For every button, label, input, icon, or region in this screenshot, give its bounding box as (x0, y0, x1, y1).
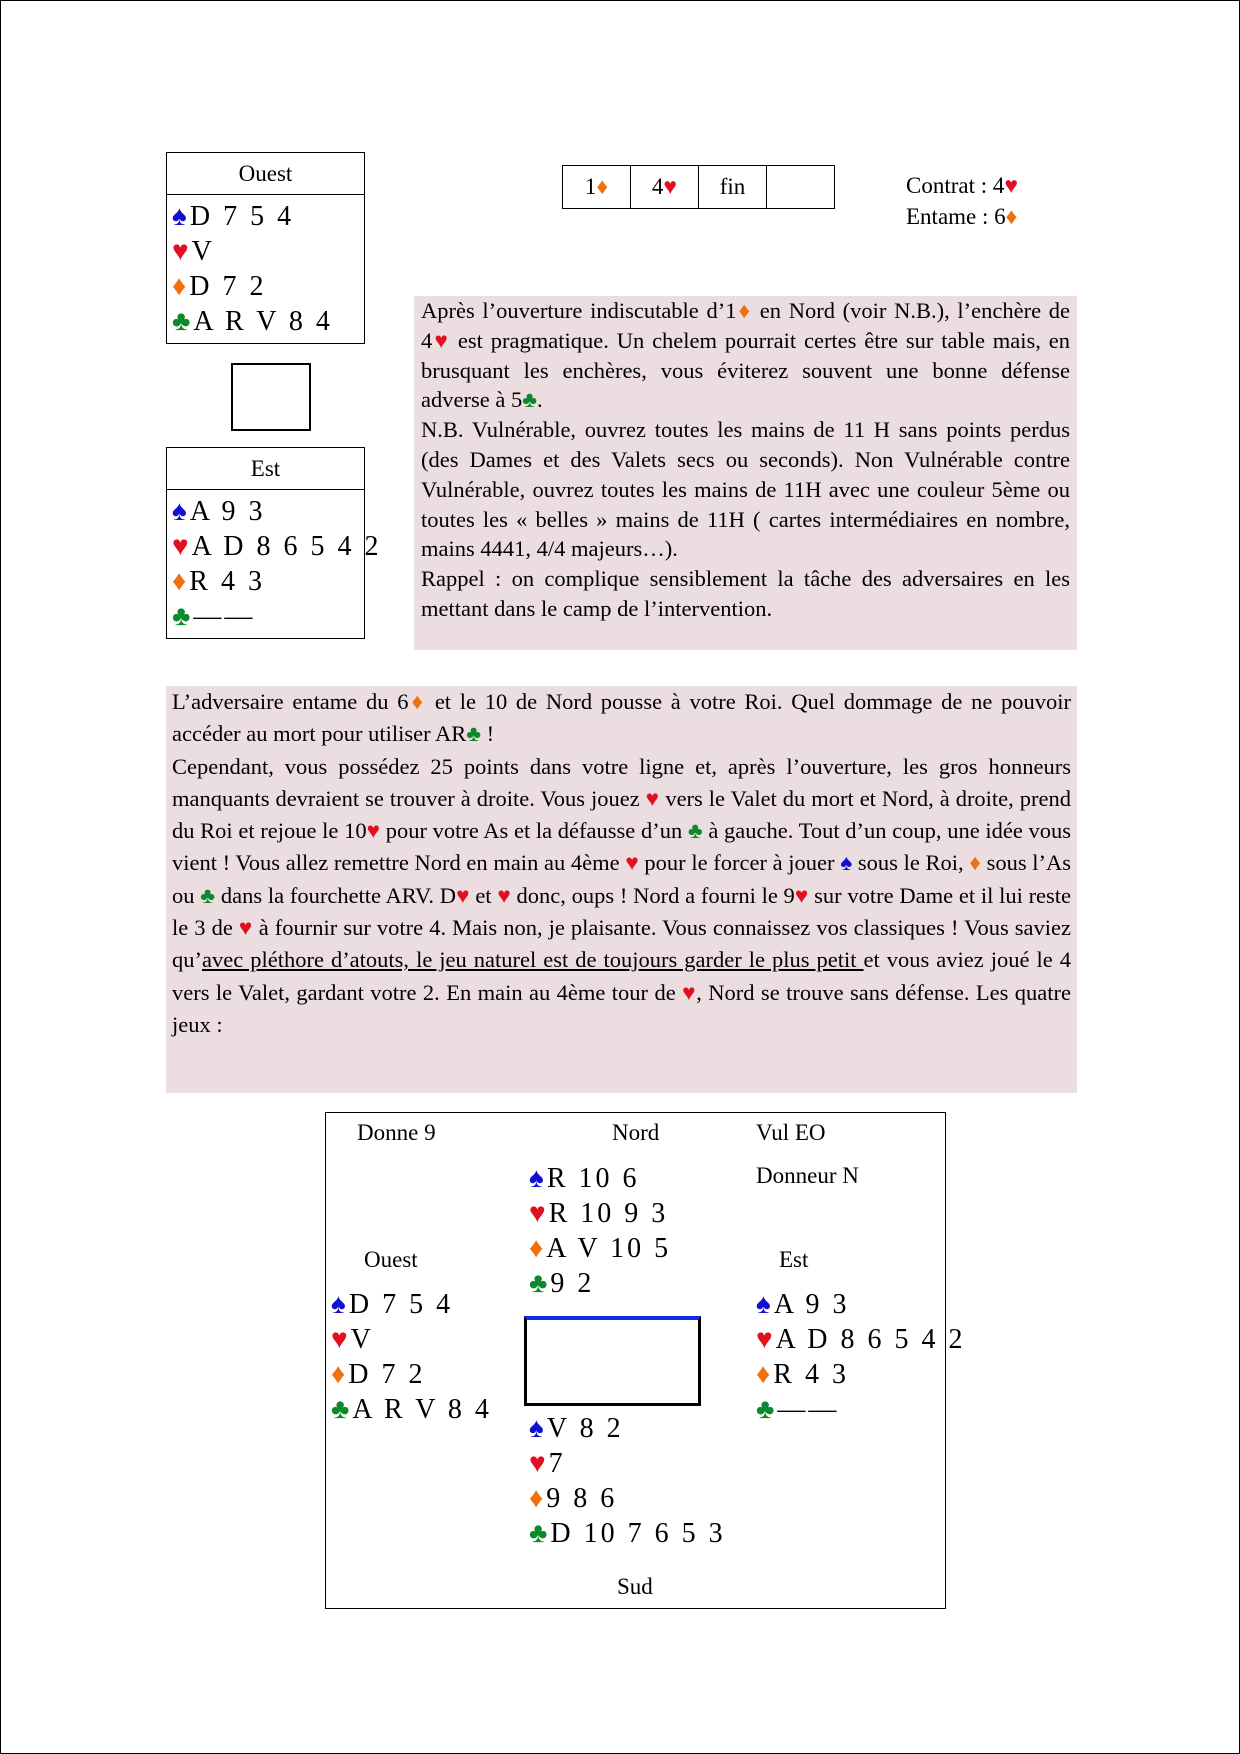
heart-icon: ♥ (1004, 173, 1019, 198)
spade-icon: ♠ (756, 1289, 774, 1320)
south-label: Sud (617, 1574, 653, 1599)
diamond-icon: ♦ (736, 298, 753, 323)
heart-icon: ♥ (529, 1448, 549, 1479)
north-label: Nord (612, 1120, 660, 1145)
auction-table (562, 165, 835, 209)
bid-cell: 4♥ (631, 166, 699, 208)
heart-icon: ♥ (331, 1324, 351, 1355)
dealer: Donneur N (756, 1163, 859, 1188)
east-spades: ♠A 9 3 (172, 496, 266, 527)
diamond-icon: ♦ (756, 1359, 774, 1390)
diamond-icon: ♦ (529, 1233, 547, 1264)
spade-icon: ♠ (840, 850, 853, 876)
heart-icon: ♥ (497, 882, 511, 908)
underlined-advice: avec pléthore d’atouts, le jeu naturel est de toujours garder le plus petit (202, 947, 864, 973)
commentary-box-bidding (414, 296, 1077, 650)
table-square (231, 363, 311, 431)
east-diamonds: ♦R 4 3 (172, 566, 265, 597)
vulnerability: Vul EO (756, 1120, 826, 1145)
club-icon: ♣ (687, 818, 703, 844)
east-hand-diagram: ♠A 9 3 ♥A D 8 6 5 4 2 ♦R 4 3 ♣—— (756, 1289, 966, 1425)
heart-icon: ♥ (756, 1324, 776, 1355)
commentary-box-play (166, 686, 1077, 1093)
spade-icon: ♠ (172, 496, 190, 527)
north-hand: ♠R 10 6 ♥R 10 9 3 ♦A V 10 5 ♣9 2 (529, 1163, 672, 1299)
center-table (524, 1316, 701, 1406)
west-diamonds: ♦D 7 2 (172, 271, 267, 302)
lead-line: Entame : 6♦ (906, 204, 1018, 229)
west-clubs: ♣A R V 8 4 (172, 306, 333, 337)
paragraph-analysis: Cependant, vous possédez 25 points dans votre ligne et, après l’ouverture, les gros honneurs manquants devraient se trouver à droite. Vous jouez ♥ vers le Valet du mort et Nord, à droite, prend du Roi et rejoue le 10♥ pour votre As et la défausse d’un ♣ à gauche. Tout d’un coup, une idée vous vient ! Vous allez remettre Nord en main au 4ème ♥ pour le forcer à jouer ♠ sous le Roi, ♦ sous l’As ou ♣ dans la fourchette ARV. D♥ et ♥ donc, oups ! Nord a fourni le 9♥ sur votre Dame et il lui reste le 3 de ♥ à fournir sur votre 4. Mais non, je plaisante. Vous connaissez vos classiques ! Vous saviez qu’avec pléthore d’atouts, le jeu naturel est de toujours garder le plus petit et vous aviez joué le 4 vers le Valet, gardant votre 2. En main au 4ème tour de ♥, Nord se trouve sans défense. Les quatre jeux : (172, 753, 1072, 1037)
heart-icon: ♥ (682, 979, 697, 1005)
club-icon: ♣ (522, 387, 537, 413)
diamond-icon: ♦ (529, 1483, 547, 1514)
heart-icon: ♥ (238, 915, 253, 941)
contract-info (906, 170, 1018, 232)
east-hearts: ♥A D 8 6 5 4 2 (172, 531, 382, 562)
spade-icon: ♠ (331, 1289, 349, 1320)
club-icon: ♣ (756, 1394, 778, 1425)
west-spades: ♠D 7 5 4 (172, 201, 295, 232)
spade-icon: ♠ (529, 1413, 547, 1444)
heart-icon: ♥ (663, 174, 678, 199)
bid-cell: 1♦ (563, 166, 631, 208)
heart-icon: ♥ (645, 785, 660, 811)
club-icon: ♣ (172, 601, 194, 632)
heart-icon: ♥ (172, 531, 192, 562)
diamond-icon: ♦ (1005, 204, 1018, 229)
heart-icon: ♥ (366, 818, 381, 844)
club-icon: ♣ (331, 1394, 353, 1425)
paragraph-rappel: Rappel : on complique sensiblement la tâche des adversaires en les mettant dans le camp de l’intervention. (421, 566, 1070, 621)
contract-line: Contrat : 4♥ (906, 173, 1019, 198)
club-icon: ♣ (529, 1268, 551, 1299)
heart-icon: ♥ (529, 1198, 549, 1229)
east-hand-title: Est (167, 448, 364, 490)
club-icon: ♣ (529, 1518, 551, 1549)
south-hand: ♠V 8 2 ♥7 ♦9 8 6 ♣D 10 7 6 5 3 (529, 1413, 726, 1549)
west-hand-title: Ouest (167, 153, 364, 195)
bid-cell (767, 166, 834, 208)
west-label: Ouest (364, 1247, 418, 1272)
bid-cell: fin (699, 166, 767, 208)
west-hearts: ♥V (172, 236, 215, 267)
west-hand-box (166, 152, 365, 344)
heart-icon: ♥ (172, 236, 192, 267)
diamond-icon: ♦ (969, 850, 981, 876)
heart-icon: ♥ (432, 327, 451, 353)
club-icon: ♣ (200, 882, 216, 908)
east-hand-box (166, 447, 382, 639)
diamond-icon: ♦ (596, 174, 609, 199)
diamond-icon: ♦ (408, 689, 427, 714)
spade-icon: ♠ (529, 1163, 547, 1194)
diamond-icon: ♦ (172, 566, 190, 597)
east-clubs: ♣—— (172, 601, 256, 632)
club-icon: ♣ (466, 721, 482, 747)
club-icon: ♣ (172, 306, 194, 337)
heart-icon: ♥ (794, 882, 809, 908)
diamond-icon: ♦ (331, 1359, 349, 1390)
west-hand-diagram: ♠D 7 5 4 ♥V ♦D 7 2 ♣A R V 8 4 (331, 1289, 492, 1425)
heart-icon: ♥ (625, 850, 639, 876)
paragraph-nb: N.B. Vulnérable, ouvrez toutes les mains de 11 H sans points perdus (des Dames et des Valets secs ou seconds). Non Vulnérable contre Vulnérable, ouvrez toutes les mains de 11H avec une couleur 5ème ou toutes les « belles » mains de 11H ( cartes intermédiaires en nombre, mains 4441, 4/4 majeurs…). (421, 417, 1070, 562)
diamond-icon: ♦ (172, 271, 190, 302)
paragraph-bidding: Après l’ouverture indiscutable d’1♦ en Nord (voir N.B.), l’enchère de 4♥ est pragmatique. Un chelem pourrait certes être sur table mais, en brusquant les enchères, vous éviterez souvent une bonne défense adverse à 5♣. (421, 298, 1071, 413)
heart-icon: ♥ (455, 882, 470, 908)
paragraph-play: L’adversaire entame du 6♦ et le 10 de Nord pousse à votre Roi. Quel dommage de ne pouvoir accéder au mort pour utiliser AR♣ ! (172, 689, 1072, 747)
east-label: Est (779, 1247, 809, 1272)
deal-number: Donne 9 (357, 1120, 436, 1145)
spade-icon: ♠ (172, 201, 190, 232)
